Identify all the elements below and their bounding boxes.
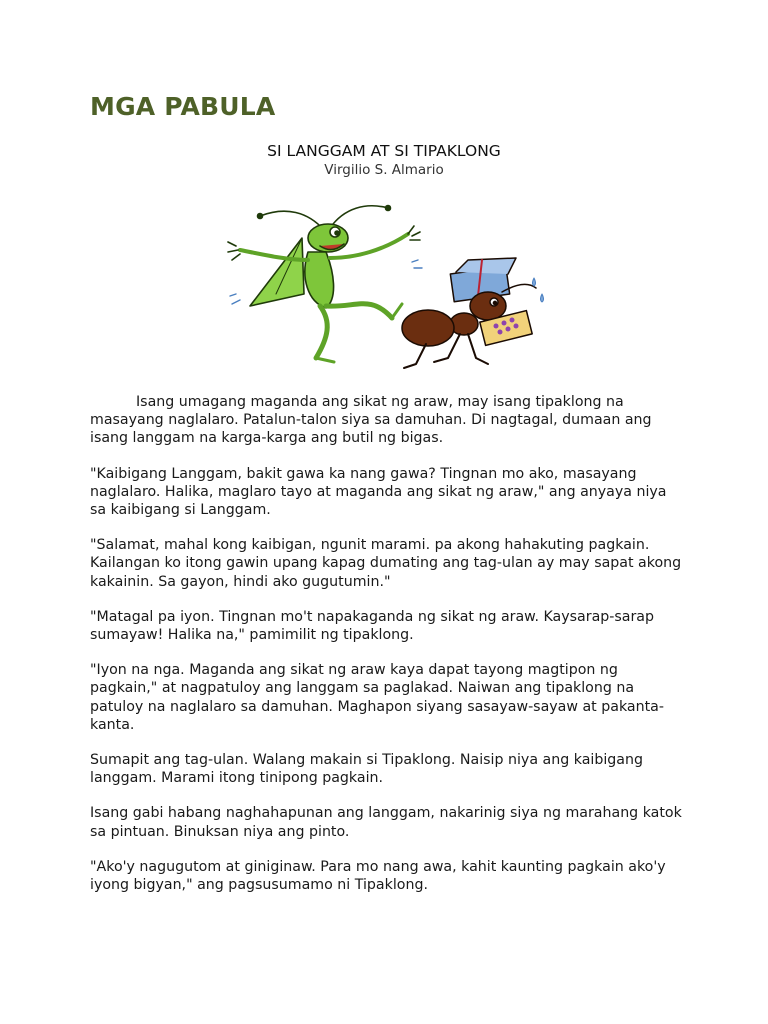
story-paragraph: Isang umagang maganda ang sikat ng araw, may isang tipaklong na masayang naglalaro. Patalun-talon siya sa damuhan. Di nagtagal, dumaan ang isang langgam na karga-karga ang butil ng bigas.	[90, 394, 652, 447]
story-paragraph: "Salamat, mahal kong kaibigan, ngunit marami. pa akong hahakuting pagkain. Kailangan ko itong gawin upang kapag dumating ang tag-ulan ay may sapat akong kakainin. Sa gayon, hindi ako gugutumin."	[90, 537, 682, 590]
story-paragraph: "Kaibigang Langgam, bakit gawa ka nang gawa? Tingnan mo ako, masayang naglalaro. Halika, maglaro tayo at maganda ang sikat ng araw," ang anyaya niya sa kaibigang si Langgam.	[90, 465, 667, 519]
story-paragraph: "Matagal pa iyon. Tingnan mo't napakaganda ng sikat ng araw. Kaysarap-sarap sumayaw! Halika na," pamimilit ng tipaklong.	[90, 608, 655, 644]
story-body	[90, 393, 686, 911]
story-author: Virgilio S. Almario	[324, 162, 444, 178]
ant-icon	[402, 258, 544, 368]
grasshopper-icon	[228, 206, 422, 363]
story-paragraph: "Ako'y nagugutom at giniginaw. Para mo nang awa, kahit kaunting pagkain ako'y iyong bigyan," ang pagsusumamo ni Tipaklong.	[90, 858, 666, 894]
story-paragraph: "Iyon na nga. Maganda ang sikat ng araw kaya dapat tayong magtipon ng pagkain," at nagpatuloy ang langgam sa paglakad. Naiwan ang tipaklong na patuloy na naglalaro sa damuhan. Maghapon siyang sasayaw-sayaw at pakanta-kanta.	[90, 662, 664, 733]
story-title: SI LANGGAM AT SI TIPAKLONG	[267, 142, 501, 160]
story-illustration	[216, 198, 556, 378]
page-heading: MGA PABULA	[90, 92, 276, 121]
story-paragraph: Isang gabi habang naghahapunan ang langgam, nakarinig siya ng marahang katok sa pintuan. Binuksan niya ang pinto.	[90, 805, 682, 840]
story-paragraph: Sumapit ang tag-ulan. Walang makain si Tipaklong. Naisip niya ang kaibigang langgam. Marami itong tinipong pagkain.	[90, 752, 643, 787]
